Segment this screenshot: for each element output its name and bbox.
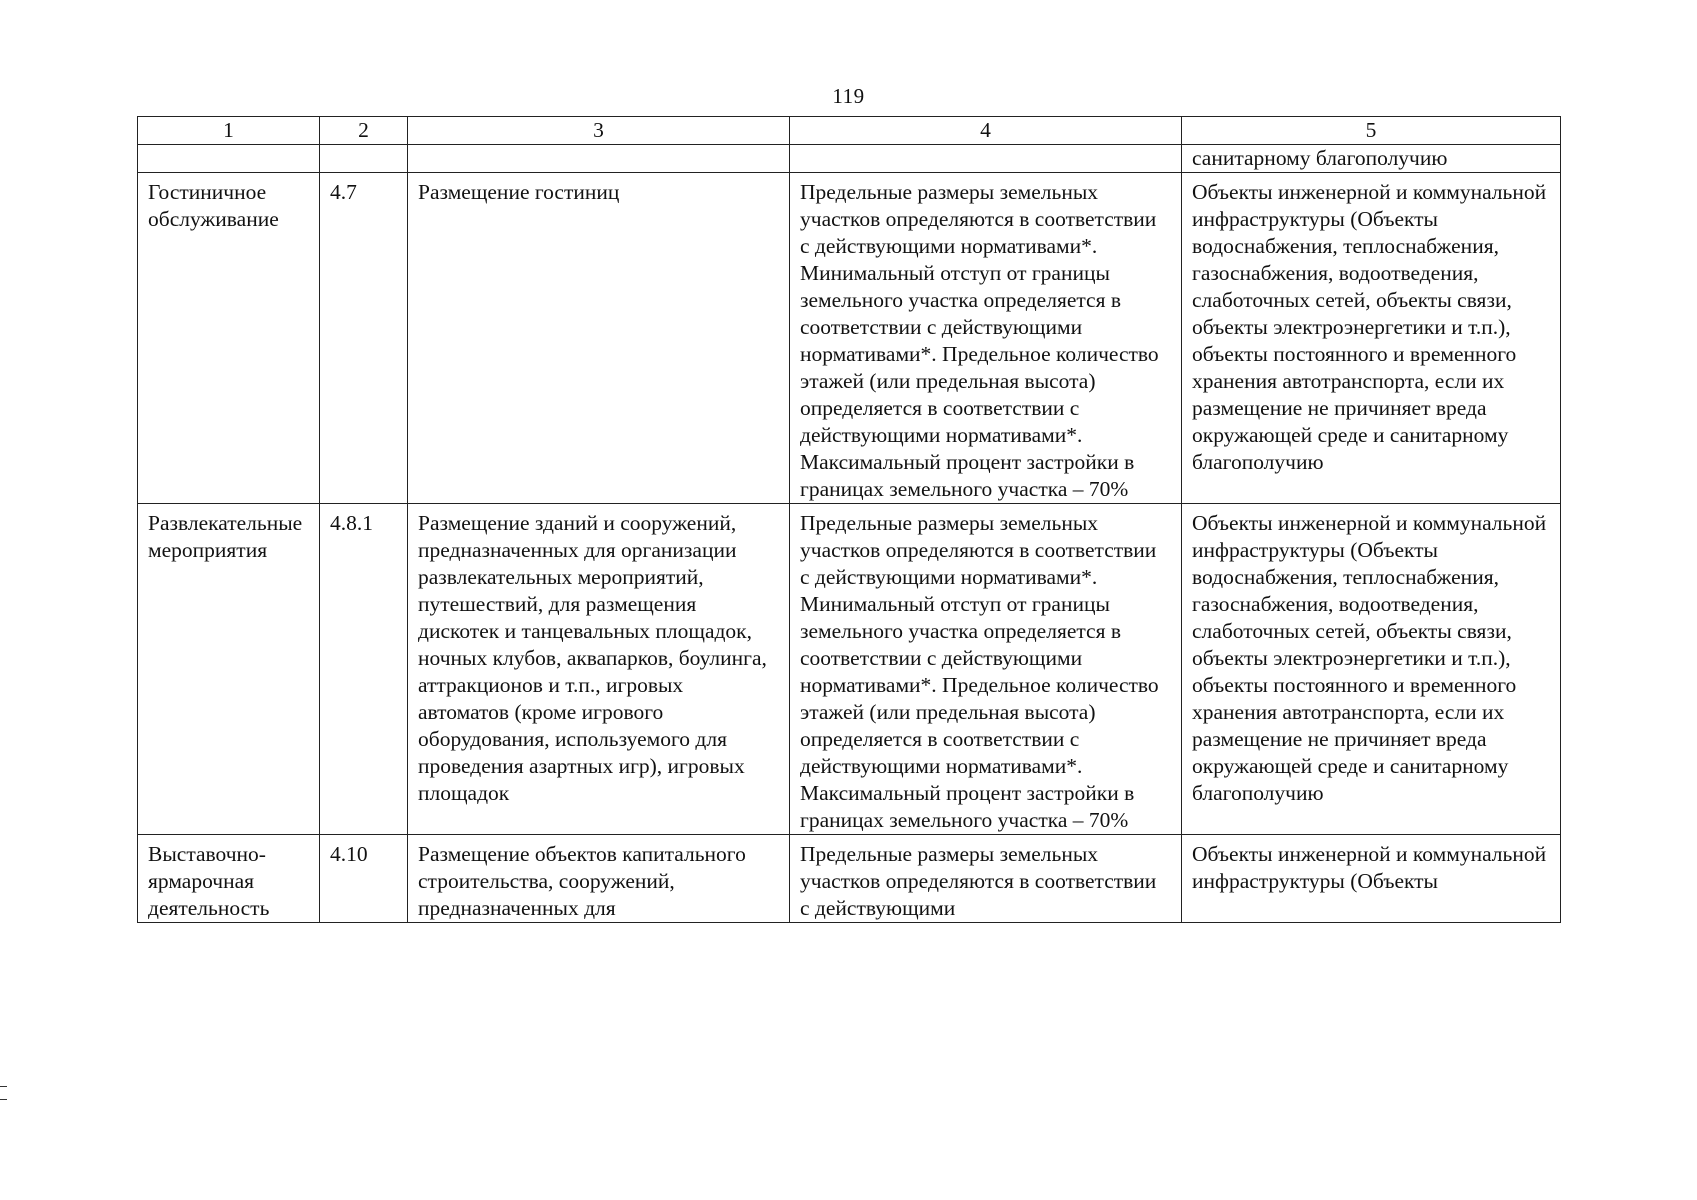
use-description: Размещение зданий и сооружений, предназначенных для организации развлекательных мероприятий, путешествий, для размещения дискотек и танцевальных площадок, ночных клубов, аквапарков, боулинга, аттракционов и т.п., игровых автоматов (кроме игрового оборудования, используемого для проведения азартных игр), игровых площадок [408,504,790,835]
page-number: 119 [832,84,865,108]
use-description: Размещение объектов капитального строительства, сооружений, предназначенных для [408,835,790,923]
use-code: 4.7 [320,173,408,504]
use-auxiliary-text: Объекты инженерной и коммунальной инфраструктуры (Объекты водоснабжения, теплоснабжения, газоснабжения, водоотведения, слаботочных сетей, объекты связи, объекты электроэнергетики и т.п.), объекты постоянного и временного хранения автотранспорта, если их размещение не причиняет вреда окружающей среде и санитарному благополучию [1192,511,1547,805]
use-description: Размещение гостиниц [408,173,790,504]
use-code: 4.8.1 [320,504,408,835]
column-header-1: 1 [138,117,320,145]
use-parameters-text: Предельные размеры земельных участков определяются в соответствии с действующими нормативами*. Минимальный отступ от границы земельного участка определяется в соответствии с действующими нормативами*. Предельное количество этажей (или предельная высота) определяется в соответствии с действующими нормативами*. Максимальный процент застройки в границах земельного участка – 70% [800,511,1159,832]
column-header-4: 4 [790,117,1182,145]
column-header-3: 3 [408,117,790,145]
column-header-2: 2 [320,117,408,145]
use-parameters: Предельные размеры земельных участков определяются в соответствии с действующими [790,835,1182,923]
use-name [138,504,320,835]
land-use-table [137,116,1561,923]
column-header-5: 5 [1182,117,1561,145]
use-parameters [790,173,1182,504]
use-auxiliary [1182,504,1561,835]
table-row [138,504,1561,835]
use-name [138,835,320,923]
use-auxiliary: Объекты инженерной и коммунальной инфраструктуры (Объекты [1182,835,1561,923]
table-row [138,835,1561,923]
use-parameters [790,504,1182,835]
use-name-text: Гостиничное обслуживание [148,180,279,231]
carryover-text: санитарному благополучию [1182,145,1561,173]
use-parameters-text: Предельные размеры земельных участков определяются в соответствии с действующими нормативами*. Минимальный отступ от границы земельного участка определяется в соответствии с действующими нормативами*. Предельное количество этажей (или предельная высота) определяется в соответствии с действующими нормативами*. Максимальный процент застройки в границах земельного участка – 70% [800,180,1159,501]
use-name-text: Развлекательные мероприятия [148,511,303,562]
use-auxiliary [1182,173,1561,504]
use-name-text: Выставочно-ярмарочная деятельность [148,842,270,920]
use-code: 4.10 [320,835,408,923]
carryover-row [138,145,1561,173]
table-row [138,173,1561,504]
use-name [138,173,320,504]
use-auxiliary-text: Объекты инженерной и коммунальной инфраструктуры (Объекты водоснабжения, теплоснабжения, газоснабжения, водоотведения, слаботочных сетей, объекты связи, объекты электроэнергетики и т.п.), объекты постоянного и временного хранения автотранспорта, если их размещение не причиняет вреда окружающей среде и санитарному благополучию [1192,180,1547,474]
margin-mark [0,1086,7,1100]
column-number-row [138,117,1561,145]
